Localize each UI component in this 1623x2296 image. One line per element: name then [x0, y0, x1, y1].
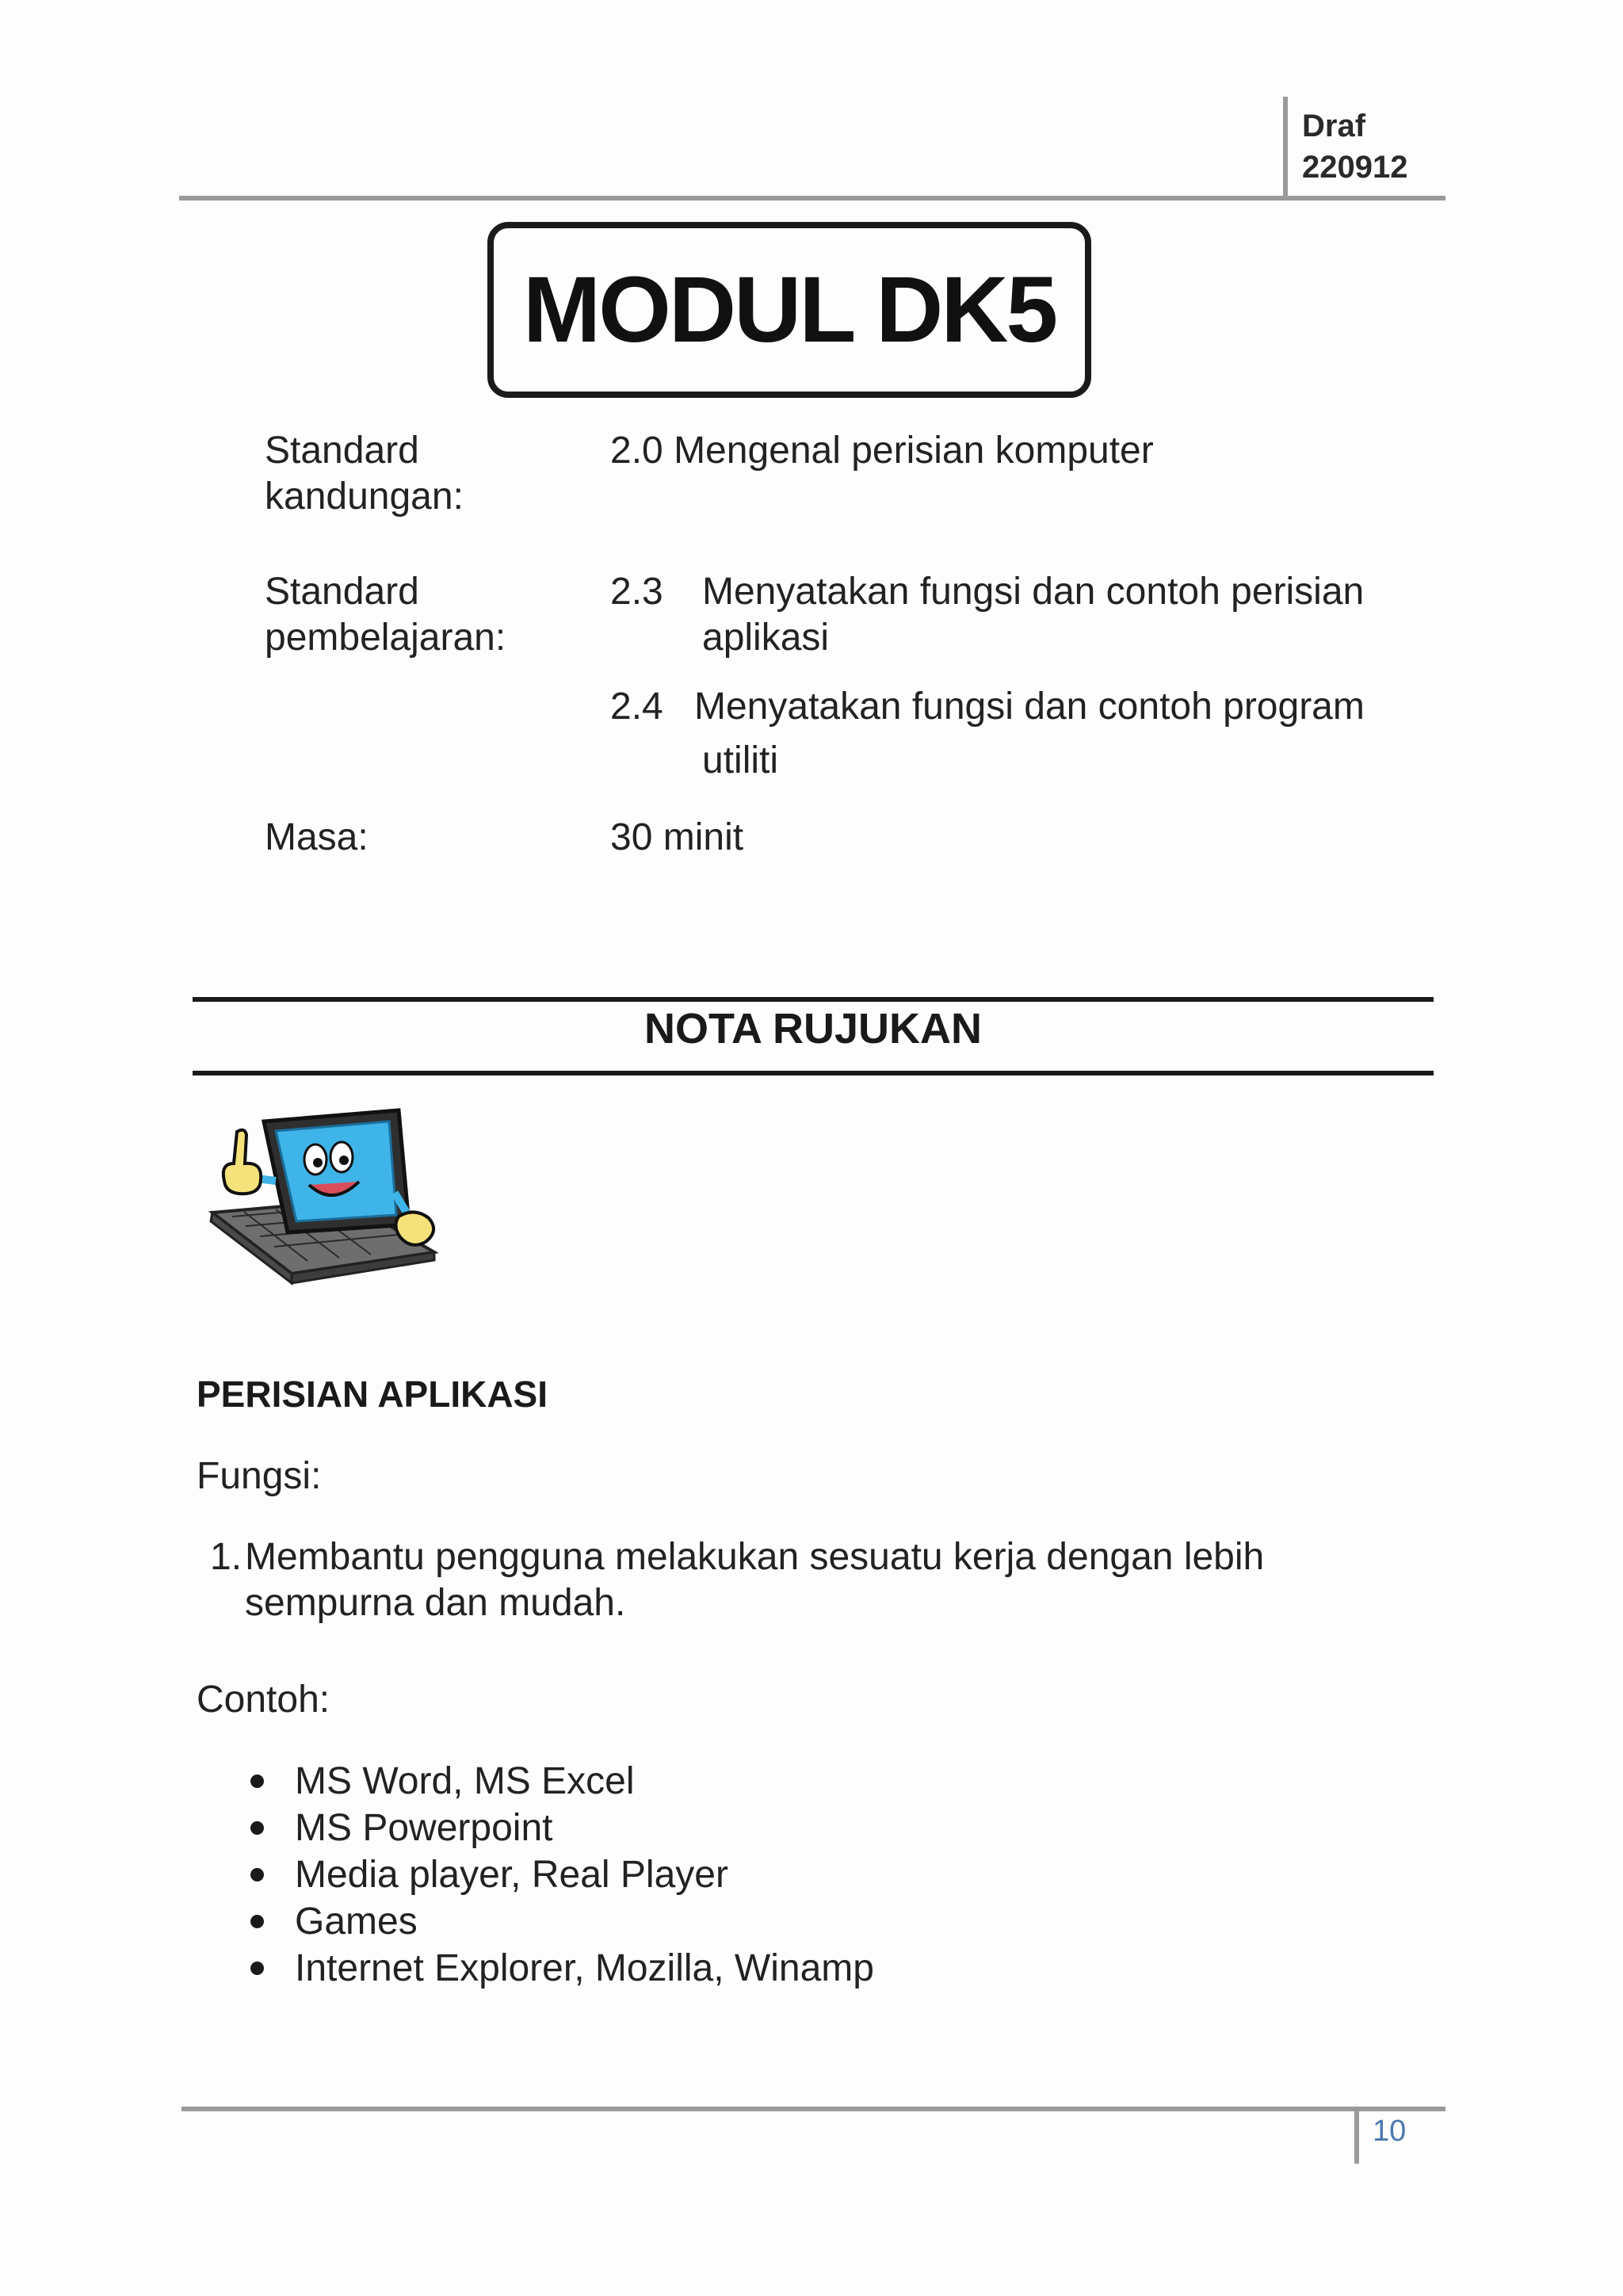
- list-item-text: Media player, Real Player: [295, 1854, 728, 1896]
- time-value: 30 minit: [610, 816, 744, 858]
- bullet-icon: [250, 1962, 264, 1975]
- learning-item: [610, 680, 1365, 788]
- function-item-line1: Membantu pengguna melakukan sesuatu kerja dengan lebih: [245, 1536, 1265, 1578]
- module-title: MODUL DK5: [522, 258, 1056, 362]
- function-item: [245, 1534, 1264, 1626]
- content-standard-label-line1: Standard: [265, 430, 419, 472]
- draft-code: 220912: [1302, 150, 1408, 185]
- learning-standard-label-line1: Standard: [265, 571, 419, 613]
- header-draft-divider: [1283, 97, 1288, 201]
- learning-standard-label: [265, 569, 506, 661]
- learning-standard-label-line2: pembelajaran:: [265, 617, 506, 659]
- list-item-text: Games: [295, 1901, 418, 1943]
- learning-item-text-cont: aplikasi: [702, 617, 830, 659]
- page-number: 10: [1373, 2115, 1407, 2148]
- bullet-icon: [250, 1775, 264, 1788]
- list-item-text: MS Powerpoint: [295, 1807, 553, 1849]
- list-item-text: MS Word, MS Excel: [295, 1760, 635, 1802]
- list-item: [246, 1945, 874, 1992]
- list-item: [246, 1851, 874, 1898]
- list-item: [246, 1758, 874, 1805]
- bullet-icon: [250, 1821, 264, 1835]
- footer-rule: [181, 2107, 1445, 2111]
- bullet-icon: [250, 1868, 264, 1881]
- footer-page-divider: [1354, 2107, 1359, 2164]
- function-label: Fungsi:: [197, 1455, 322, 1497]
- nota-title: NOTA RUJUKAN: [644, 1005, 982, 1052]
- learning-item-text-cont: utiliti: [702, 739, 779, 781]
- laptop-mascot-icon: [197, 1106, 442, 1292]
- module-title-box: [487, 222, 1091, 398]
- content-standard-label: [265, 428, 464, 520]
- list-item: [246, 1805, 874, 1851]
- learning-item-number: 2.4: [610, 686, 663, 728]
- draft-label: Draf: [1302, 109, 1366, 143]
- nota-bottom-rule: [193, 1071, 1434, 1075]
- learning-item-number: 2.3: [610, 571, 663, 613]
- learning-item: [610, 569, 1364, 661]
- bullet-icon: [250, 1915, 264, 1928]
- content-standard-value: 2.0 Mengenal perisian komputer: [610, 430, 1154, 472]
- list-item-text: Internet Explorer, Mozilla, Winamp: [295, 1947, 874, 1989]
- nota-top-rule: [193, 997, 1434, 1002]
- section-heading: PERISIAN APLIKASI: [197, 1373, 548, 1415]
- list-item: [246, 1898, 874, 1945]
- learning-item-text: Menyatakan fungsi dan contoh program: [694, 686, 1365, 728]
- content-standard-label-line2: kandungan:: [265, 476, 464, 518]
- function-item-number: 1.: [210, 1536, 242, 1578]
- draft-stamp: [1302, 105, 1407, 188]
- time-label: Masa:: [265, 816, 369, 858]
- learning-item-text: Menyatakan fungsi dan contoh perisian: [702, 571, 1365, 613]
- example-label: Contoh:: [197, 1679, 330, 1721]
- examples-list: [246, 1758, 874, 1992]
- function-item-line2: sempurna dan mudah.: [245, 1582, 626, 1624]
- header-rule: [179, 196, 1445, 201]
